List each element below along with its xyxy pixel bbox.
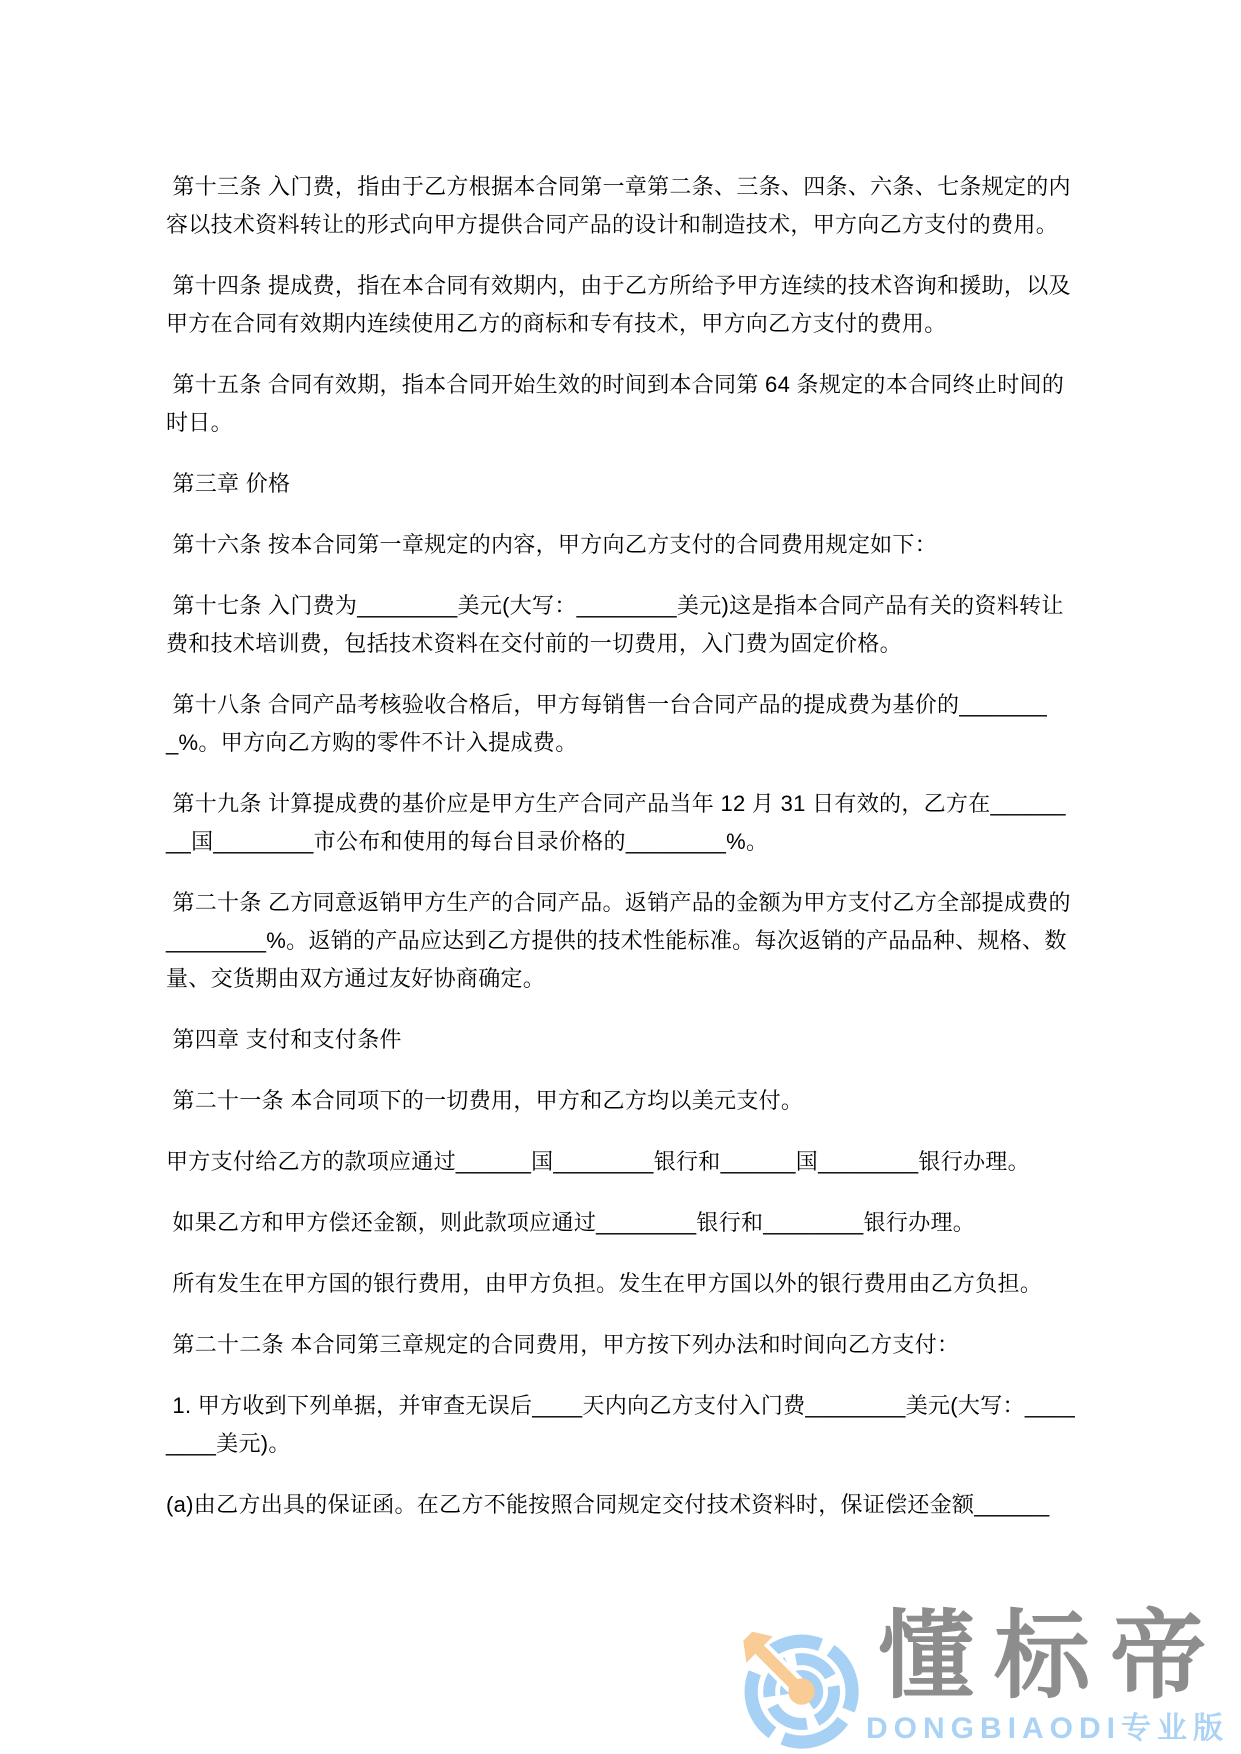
article-21-bank-clause: 甲方支付给乙方的款项应通过______国________银行和______国________银行办理。 <box>166 1149 1030 1174</box>
article-18: 第十八条 合同产品考核验收合格后，甲方每销售一台合同产品的提成费为基价的________%。甲方向乙方购的零件不计入提成费。 <box>166 692 1048 755</box>
article-22: 第二十二条 本合同第三章规定的合同费用，甲方按下列办法和时间向乙方支付： <box>166 1332 960 1357</box>
article-19: 第十九条 计算提成费的基价应是甲方生产合同产品当年 12 月 31 日有效的，乙方在________国________市公布和使用的每台目录价格的________%。 <box>166 791 1066 854</box>
watermark-brand-subtitle <box>866 1712 1229 1746</box>
article-15: 第十五条 合同有效期，指本合同开始生效的时间到本合同第 64 条规定的本合同终止时间的时日。 <box>166 372 1065 435</box>
watermark-brand-cn: 懂标帝 <box>878 1603 1226 1710</box>
article-22-item-a: (a)由乙方出具的保证函。在乙方不能按照合同规定交付技术资料时，保证偿还金额______ <box>166 1492 1050 1517</box>
article-13: 第十三条 入门费，指由于乙方根据本合同第一章第二条、三条、四条、六条、七条规定的内容以技术资料转让的形式向甲方提供合同产品的设计和制造技术，甲方向乙方支付的费用。 <box>166 174 1071 237</box>
watermark-brand-en: DONGBIAODI <box>866 1712 1121 1745</box>
article-17: 第十七条 入门费为________美元(大写：________美元)这是指本合同产品有关的资料转让费和技术培训费，包括技术资料在交付前的一切费用，入门费为固定价格。 <box>166 593 1064 656</box>
article-21-bank-fees-clause: 所有发生在甲方国的银行费用，由甲方负担。发生在甲方国以外的银行费用由乙方负担。 <box>166 1271 1043 1296</box>
watermark <box>640 1588 1240 1754</box>
watermark-brand-suffix: 专业版 <box>1121 1712 1229 1745</box>
article-20: 第二十条 乙方同意返销甲方生产的合同产品。返销产品的金额为甲方支付乙方全部提成费的________%。返销的产品应达到乙方提供的技术性能标准。每次返销的产品品种、规格、数量、交货期由双方通过友好协商确定。 <box>166 890 1071 991</box>
document-body <box>166 168 1078 1547</box>
article-22-item-1: 1. 甲方收到下列单据，并审查无误后____天内向乙方支付入门费________美元(大写：________美元)。 <box>166 1393 1075 1456</box>
chapter-3-heading: 第三章 价格 <box>166 471 291 496</box>
article-14: 第十四条 提成费，指在本合同有效期内，由于乙方所给予甲方连续的技术咨询和援助，以及甲方在合同有效期内连续使用乙方的商标和专有技术，甲方向乙方支付的费用。 <box>166 273 1071 336</box>
article-16: 第十六条 按本合同第一章规定的内容，甲方向乙方支付的合同费用规定如下： <box>166 532 938 557</box>
chapter-4-heading: 第四章 支付和支付条件 <box>166 1027 402 1052</box>
target-arrow-icon <box>722 1622 874 1754</box>
article-21: 第二十一条 本合同项下的一切费用，甲方和乙方均以美元支付。 <box>166 1088 804 1113</box>
article-21-repayment-clause: 如果乙方和甲方偿还金额，则此款项应通过________银行和________银行办理。 <box>166 1210 976 1235</box>
